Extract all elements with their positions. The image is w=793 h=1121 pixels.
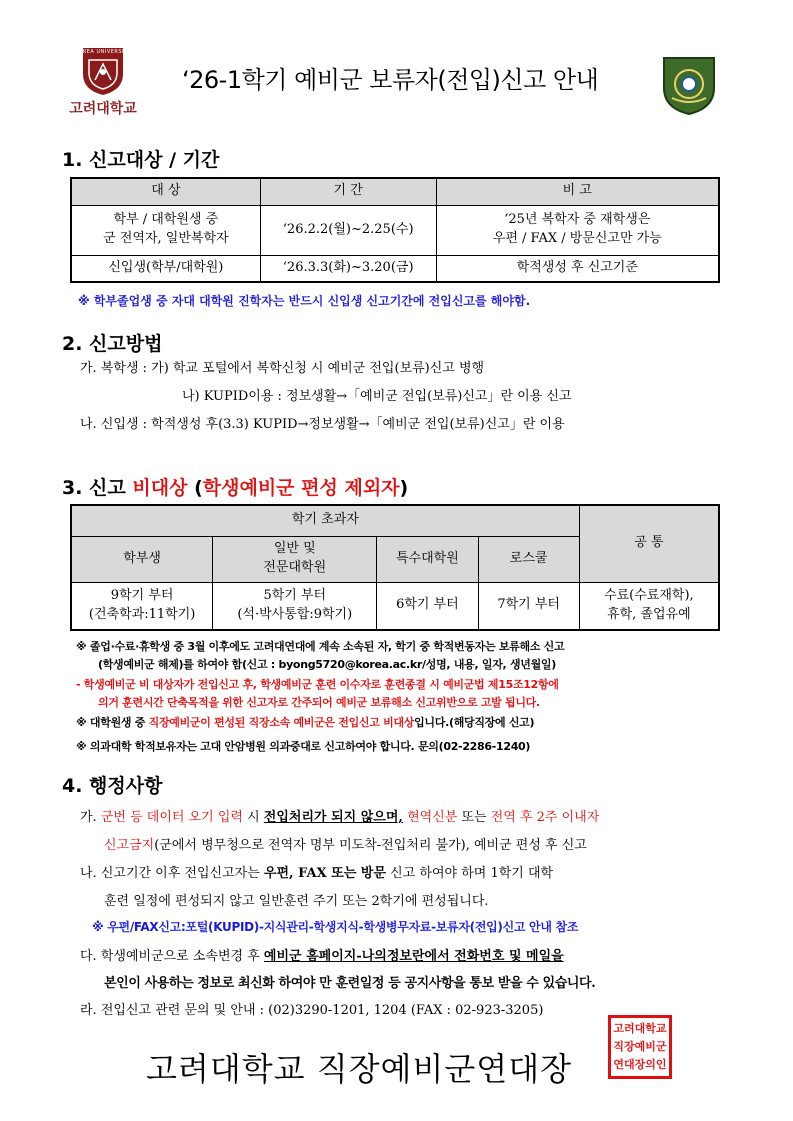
section2-heading: 2. 신고방법: [62, 333, 163, 355]
method-returning-students: 가. 복학생 : 가) 학교 포털에서 복학신청 시 예비군 전입(보류)신고 병행: [80, 361, 485, 376]
section1-heading: 1. 신고대상 / 기간: [62, 149, 220, 171]
admin-item-c: 다. 학생예비군으로 소속변경 후 예비군 홈페이지-나의정보란에서 전화번호 및 메일을: [80, 949, 564, 964]
logo-text: 고려대학교: [69, 101, 137, 117]
method-freshmen: 나. 신입생 : 학적생성 후(3.3) KUPID→정보생활→「예비군 전입(보류)신고」란 이용: [80, 417, 565, 432]
table-header: 로스쿨: [478, 536, 579, 582]
common-header: 공 통: [579, 505, 719, 582]
period-table: [70, 177, 720, 283]
note-warning-2: 의거 훈련시간 단축목적을 위한 신고자로 간주되어 예비군 보류해소 신고위반으로 고발 됩니다.: [98, 696, 540, 709]
section3-heading: 3. 신고 비대상 (학생예비군 편성 제외자): [62, 477, 409, 499]
section4-heading: 4. 행정사항: [62, 775, 163, 797]
table-row: 9학기 부터 (건축학과:11학기) 5학기 부터 (석·박사통합:9학기) 6학기 부터 7학기 부터 수료(수료재학), 휴학, 졸업유예: [71, 582, 719, 630]
reserve-army-emblem-icon: [660, 54, 718, 116]
admin-item-c-2: 본인이 사용하는 정보로 최신화 하여야 만 훈련일정 등 공지사항을 통보 받을 수 있습니다.: [104, 976, 596, 991]
signature: 고려대학교 직장예비군연대장: [146, 1050, 573, 1088]
table-header: 특수대학원: [377, 536, 478, 582]
table-row: 학부 / 대학원생 중 군 전역자, 일반복학자 ‘26.2.2(월)~2.25(수) ‘25년 복학자 중 재학생은 우편 / FAX / 방문신고만 가능: [71, 205, 719, 255]
admin-mail-fax-note: ※ 우편/FAX신고:포털(KUPID)-지식관리-학생지식-학생병무자료-보류자(전입)신고 안내 참조: [92, 920, 579, 934]
note-graduate-status: ※ 졸업·수료·휴학생 중 3월 이후에도 고려대연대에 계속 소속된 자, 학기 중 학적변동자는 보류해소 신고: [76, 640, 565, 653]
page-title: ‘26-1학기 예비군 보류자(전입)신고 안내: [182, 66, 599, 94]
official-seal-stamp: 고려대학교 직장예비군 연대장의인: [608, 1015, 672, 1079]
note-warning: - 학생예비군 비 대상자가 전입신고 후, 학생예비군 훈련 이수자로 훈련종결 시 예비군법 제15조12항에: [76, 678, 559, 691]
table-header: 학부생: [71, 536, 213, 582]
table-row: 신입생(학부/대학원) ‘26.3.3(화)~3.20(금) 학적생성 후 신고기준: [71, 255, 719, 282]
note-workplace: ※ 대학원생 중 직장예비군이 편성된 직장소속 예비군은 전입신고 비대상입니다.(해당직장에 신고): [76, 716, 535, 729]
group-header: 학기 초과자: [71, 505, 579, 536]
method-kupid: 나) KUPID이용 : 정보생활→「예비군 전입(보류)신고」란 이용 신고: [182, 389, 572, 404]
university-logo: [58, 46, 148, 118]
table-header: 대 상: [71, 178, 260, 205]
admin-item-d: 라. 전입신고 관련 문의 및 안내 : (02)3290-1201, 1204 (FAX : 02-923-3205): [80, 1003, 544, 1018]
table-header: 기 간: [260, 178, 436, 205]
table-header: 비 고: [436, 178, 719, 205]
admin-item-a: 가. 군번 등 데이터 오기 입력 시 전입처리가 되지 않으며, 현역신분 또는 전역 후 2주 이내자: [80, 810, 600, 825]
table-header: 일반 및 전문대학원: [213, 536, 377, 582]
admin-item-b-2: 훈련 일정에 편성되지 않고 일반훈련 주기 또는 2학기에 편성됩니다.: [104, 894, 489, 909]
admin-item-b: 나. 신고기간 이후 전입신고자는 우편, FAX 또는 방문 신고 하여야 하며 1학기 대학: [80, 866, 554, 881]
admin-item-a-2: 신고금지(군에서 병무청으로 전역자 명부 미도착-전입처리 불가), 예비군 편성 후 신고: [104, 838, 587, 853]
logo-caption: KOREA UNIVERSITY: [74, 49, 132, 55]
exemption-table: [70, 504, 720, 631]
note-graduate-status-2: (학생예비군 해제)를 하여야 함(신고 : byong5720@korea.ac.kr/성명, 내용, 일자, 생년월일): [98, 658, 556, 671]
note-medical: ※ 의과대학 학적보유자는 고대 안암병원 의과중대로 신고하여야 합니다. 문의(02-2286-1240): [76, 740, 531, 753]
section1-footnote: ※ 학부졸업생 중 자대 대학원 진학자는 반드시 신입생 신고기간에 전입신고를 해야함.: [78, 294, 531, 308]
